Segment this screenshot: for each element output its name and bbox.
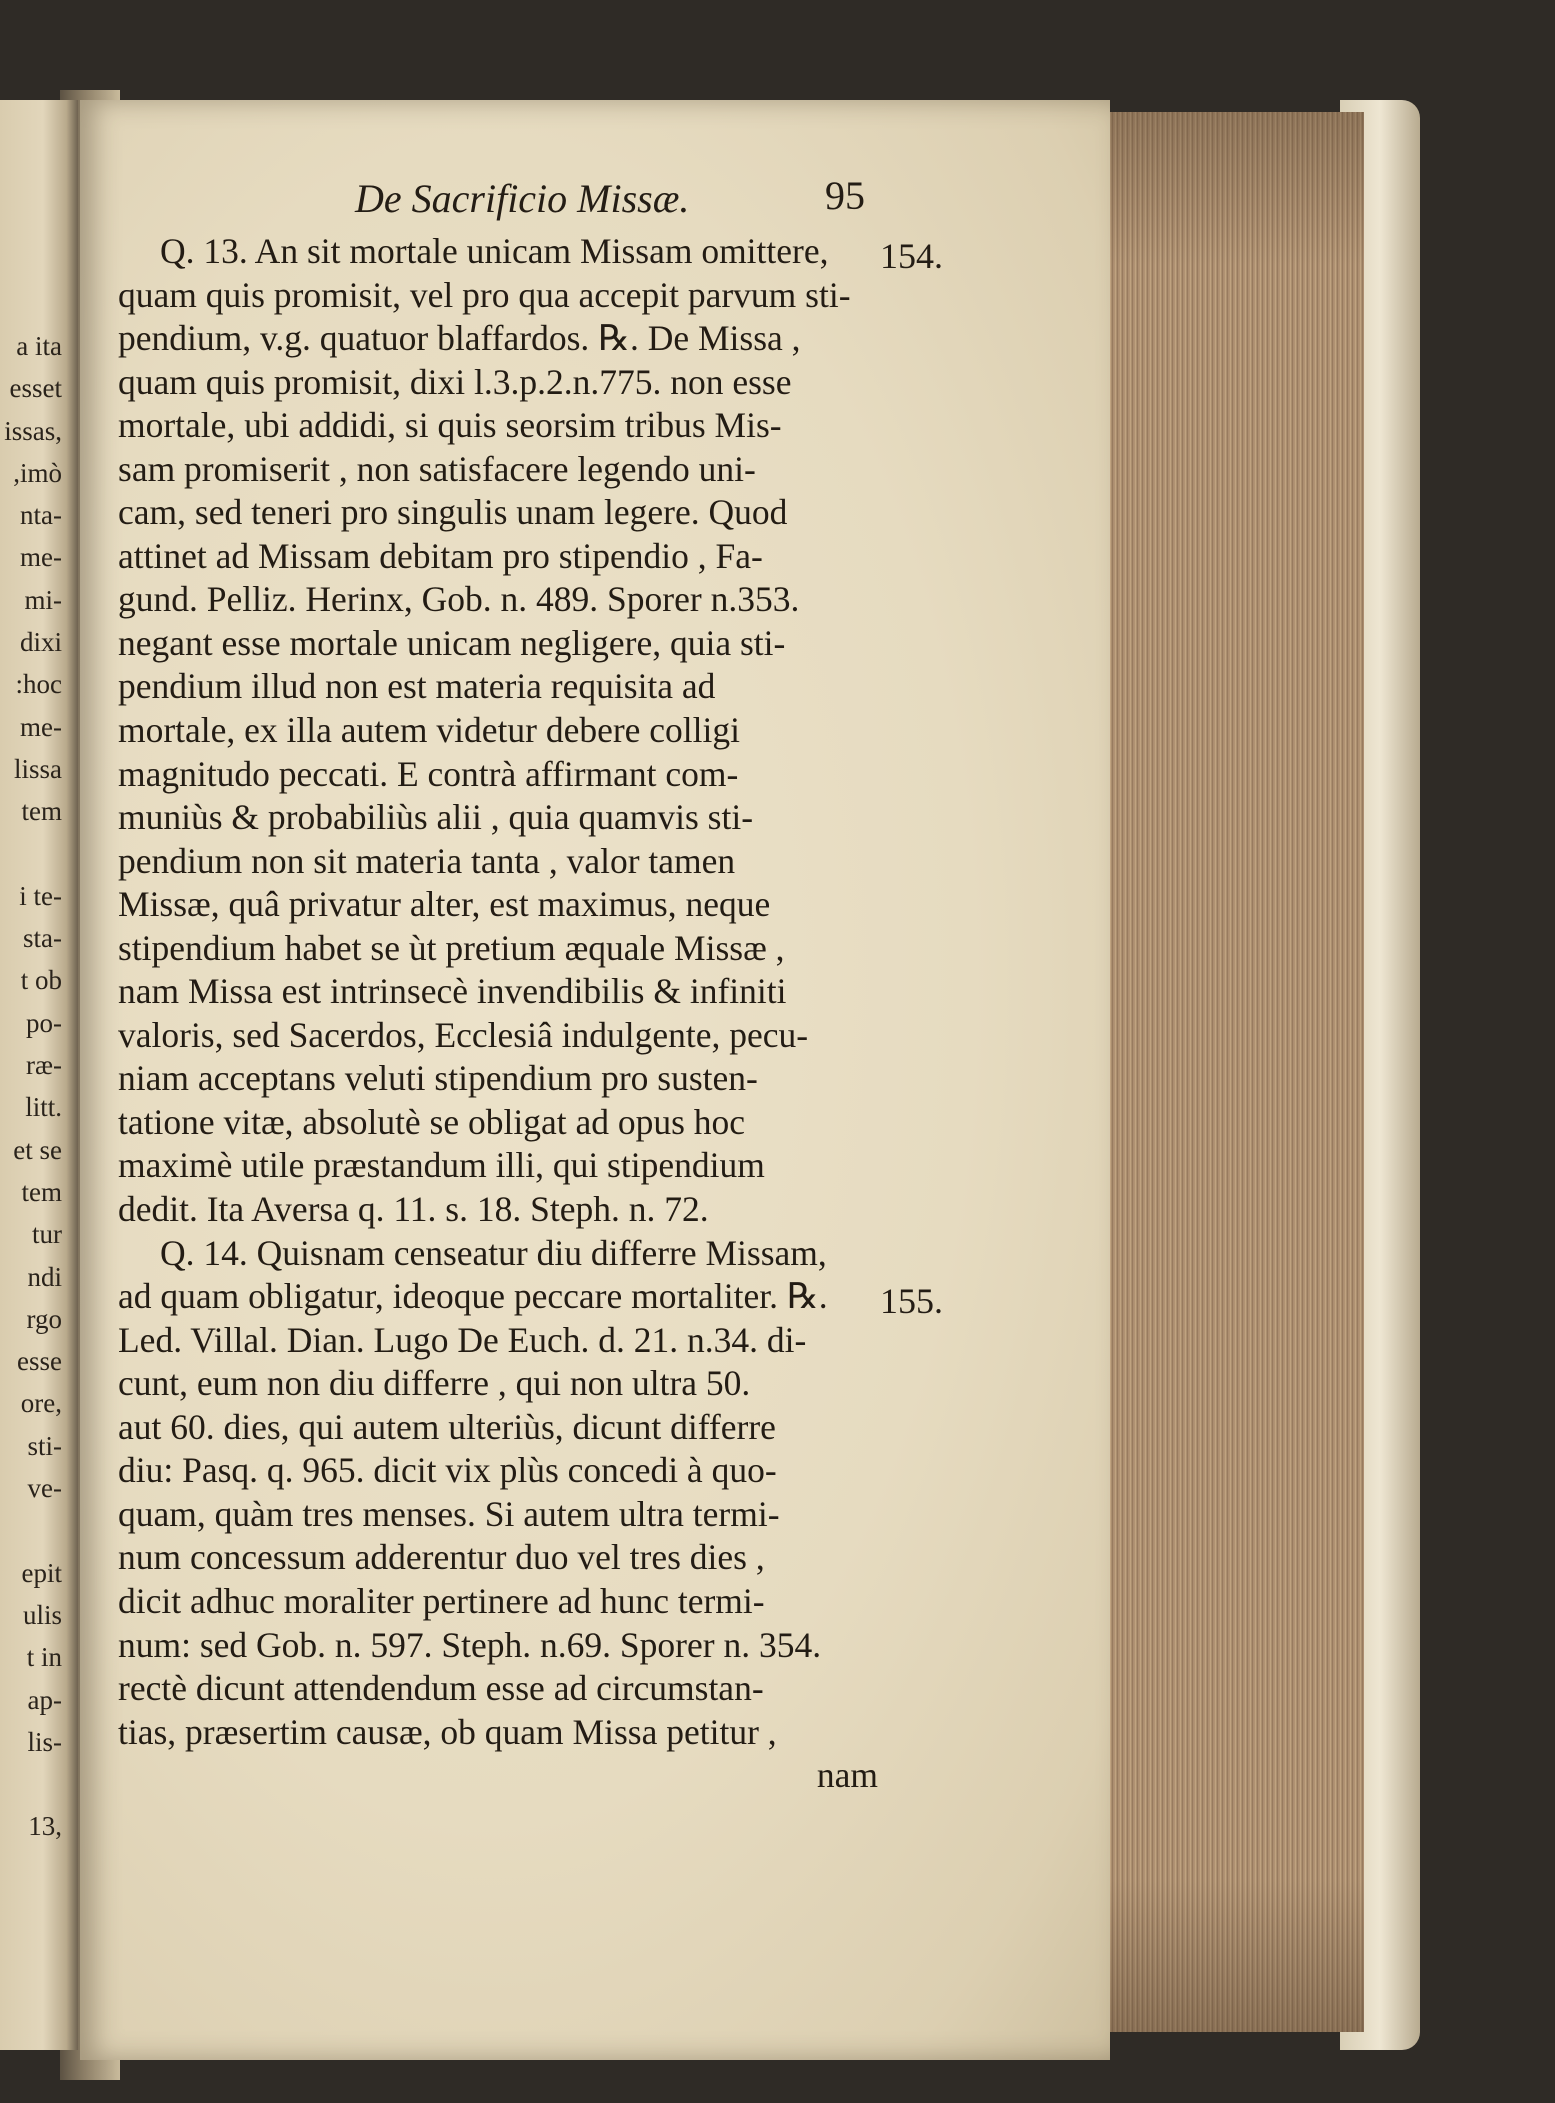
text-line: valoris, sed Sacerdos, Ecclesiâ indulgente, pecu- — [118, 1014, 809, 1055]
text-line: pendium non sit materia tanta , valor tamen — [118, 840, 736, 881]
left-page-fragment: ,imò — [13, 457, 62, 488]
left-page-fragment: esse — [17, 1346, 62, 1377]
text-line: negant esse mortale unicam negligere, quia sti- — [118, 622, 786, 663]
text-line: aut 60. dies, qui autem ulteriùs, dicunt differre — [118, 1406, 776, 1447]
text-line: num: sed Gob. n. 597. Steph. n.69. Sporer n. 354. — [118, 1624, 822, 1665]
text-line: rectè dicunt attendendum esse ad circumstan- — [118, 1668, 764, 1709]
text-line: attinet ad Missam debitam pro stipendio , Fa- — [118, 535, 763, 576]
text-line: mortale, ubi addidi, si quis seorsim tribus Mis- — [118, 405, 782, 446]
margin-number-154: 154. — [880, 236, 943, 276]
text-line: Led. Villal. Dian. Lugo De Euch. d. 21. n.34. di- — [118, 1319, 807, 1360]
text-line: num concessum adderentur duo vel tres dies , — [118, 1537, 765, 1578]
left-page-fragment: ore, — [20, 1388, 62, 1419]
text-line: quam, quàm tres menses. Si autem ultra termi- — [118, 1493, 780, 1534]
left-page-fragment: :hoc — [15, 669, 62, 700]
left-page-fragment: tur — [32, 1219, 62, 1250]
text-line: quam quis promisit, dixi l.3.p.2.n.775. non esse — [118, 361, 792, 402]
left-page-fragment: litt. — [25, 1092, 62, 1123]
text-line: Q. 14. Quisnam censeatur diu differre Missam, — [160, 1232, 827, 1273]
left-page-fragment: lis- — [27, 1726, 62, 1757]
left-page-fragment: po- — [26, 1007, 62, 1038]
left-page-fragment: ndi — [27, 1261, 62, 1292]
left-page-fragment: tem — [21, 796, 62, 827]
page-fore-edge — [1100, 112, 1364, 2032]
text-line: sam promiserit , non satisfacere legendo uni- — [118, 448, 756, 489]
left-page-fragment: rgo — [26, 1303, 62, 1334]
left-page-fragment: ve- — [27, 1473, 62, 1504]
left-page-fragment: sta- — [23, 923, 62, 954]
text-line: stipendium habet se ùt pretium æquale Missæ , — [118, 927, 785, 968]
left-page-fragment: dixi — [19, 627, 62, 658]
left-page-fragment: tem — [21, 1176, 62, 1207]
text-line: dicit adhuc moraliter pertinere ad hunc termi- — [118, 1580, 765, 1621]
text-line: cam, sed teneri pro singulis unam legere. Quod — [118, 492, 788, 533]
left-page-fragment: esset — [9, 373, 62, 404]
left-page-fragment: i te- — [19, 880, 62, 911]
text-line: maximè utile præstandum illi, qui stipendium — [118, 1145, 765, 1186]
text-line: cunt, eum non diu differre , qui non ultra 50. — [118, 1363, 751, 1404]
left-page-fragment: ræ- — [26, 1050, 62, 1081]
left-page-fragment: et se — [13, 1134, 62, 1165]
body-text — [118, 230, 878, 1798]
left-page-fragment — [0, 1509, 62, 1551]
text-line: gund. Pelliz. Herinx, Gob. n. 489. Sporer n.353. — [118, 579, 800, 620]
text-line: nam — [816, 1755, 878, 1796]
text-line: quam quis promisit, vel pro qua accepit parvum sti- — [118, 274, 851, 315]
left-page-fragment: t ob — [20, 965, 62, 996]
left-page-fragment: epit — [21, 1557, 62, 1588]
left-page-fragment: ulis — [22, 1599, 62, 1630]
margin-number-155: 155. — [880, 1281, 943, 1321]
left-page-fragment: 13, — [28, 1811, 62, 1842]
left-page — [0, 100, 78, 2050]
page-number: 95 — [825, 173, 865, 218]
text-line: Missæ, quâ privatur alter, est maximus, neque — [118, 884, 771, 925]
left-page-fragment: sti- — [27, 1430, 62, 1461]
text-line: muniùs & probabiliùs alii , quia quamvis sti- — [118, 797, 754, 838]
text-line: nam Missa est intrinsecè invendibilis & infiniti — [118, 971, 787, 1012]
text-line: tias, præsertim causæ, ob quam Missa petitur , — [118, 1711, 777, 1752]
text-line: diu: Pasq. q. 965. dicit vix plùs concedi à quo- — [118, 1450, 777, 1491]
left-page-fragment: issas, — [4, 415, 62, 446]
text-line: niam acceptans veluti stipendium pro susten- — [118, 1058, 758, 1099]
text-line: ad quam obligatur, ideoque peccare mortaliter. ℞. — [118, 1276, 828, 1317]
left-page-fragment: nta- — [20, 500, 62, 531]
text-line: pendium, v.g. quatuor blaffardos. ℞. De Missa , — [118, 318, 801, 359]
text-line: Q. 13. An sit mortale unicam Missam omittere, — [160, 231, 829, 271]
left-page-fragment — [0, 1763, 62, 1805]
left-page-fragment: t in — [26, 1642, 62, 1673]
text-line: magnitudo peccati. E contrà affirmant com- — [118, 753, 739, 794]
text-line: pendium illud non est materia requisita ad — [118, 666, 716, 707]
left-page-fragment: me- — [20, 542, 62, 573]
left-page-text — [0, 325, 62, 1848]
left-page-fragment: mi- — [24, 584, 62, 615]
text-line: tatione vitæ, absolutè se obligat ad opus hoc — [118, 1101, 746, 1142]
left-page-fragment — [0, 833, 62, 875]
left-page-fragment: me- — [20, 711, 62, 742]
text-line: dedit. Ita Aversa q. 11. s. 18. Steph. n. 72. — [118, 1189, 709, 1230]
left-page-fragment: a ita — [16, 331, 62, 361]
text-line: mortale, ex illa autem videtur debere colligi — [118, 710, 740, 751]
left-page-fragment: ap- — [27, 1684, 62, 1715]
left-page-fragment: lissa — [13, 753, 62, 784]
running-title: De Sacrificio Missæ. — [355, 176, 690, 221]
